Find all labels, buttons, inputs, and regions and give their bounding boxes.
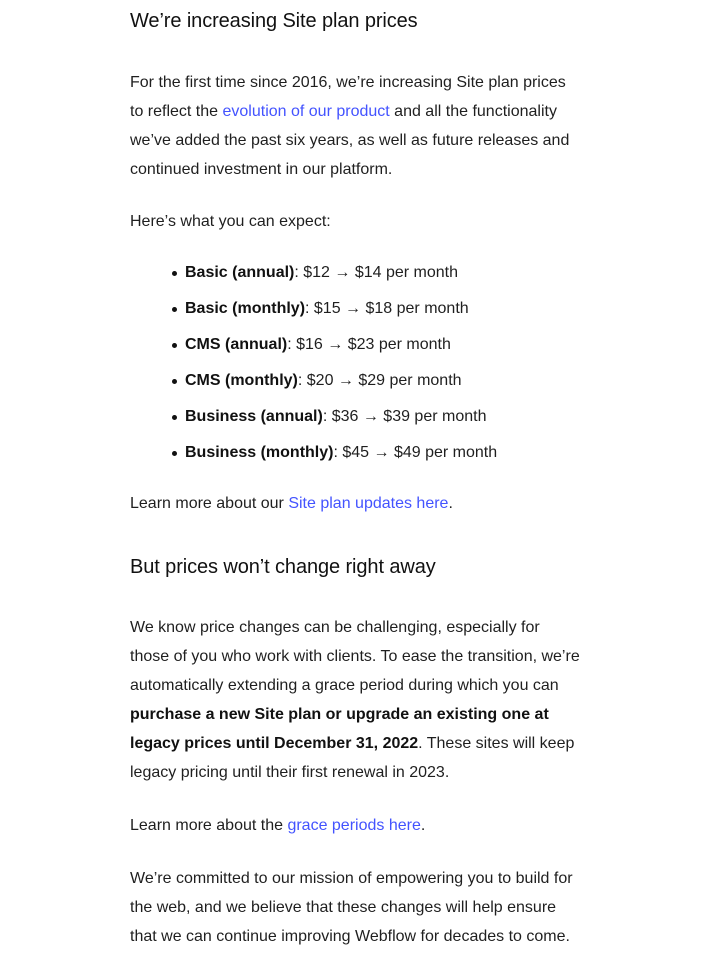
grace-periods-link[interactable]: grace periods here [287, 817, 421, 834]
grace-text-end: . These sites will keep legacy pricing until their first renewal in 2023. [130, 735, 575, 781]
price-change: : $12 → $14 per month [294, 264, 459, 281]
plan-name: Basic (annual) [185, 264, 295, 281]
list-item [185, 333, 497, 357]
commitment-paragraph: We’re committed to our mission of empowering you to build for the web, and we believe that these changes will help ensure that we can continue improving Webflow for decades to come. [130, 870, 573, 945]
price-change-list [130, 261, 497, 477]
price-change: : $20 → $29 per month [297, 372, 462, 389]
grace-bold-text: purchase a new Site plan or upgrade an existing one at legacy prices until December 31, 2022 [130, 706, 549, 752]
list-item [185, 369, 497, 393]
evolution-of-product-link[interactable]: evolution of our product [222, 103, 390, 120]
list-item [185, 261, 497, 285]
price-change: : $36 → $39 per month [322, 408, 487, 425]
intro-text-end: and all the functionality we’ve added the past six years, as well as future releases and continued investment in our platform. [130, 103, 570, 178]
plan-name: CMS (annual) [185, 336, 288, 353]
grace-period-paragraph [130, 613, 580, 787]
site-plan-updates-link[interactable]: Site plan updates here [288, 495, 449, 512]
plan-name: Business (monthly) [185, 444, 334, 461]
plan-name: Business (annual) [185, 408, 323, 425]
list-item [185, 405, 497, 429]
price-change: : $45 → $49 per month [333, 444, 498, 461]
expect-paragraph: Here’s what you can expect: [130, 213, 331, 230]
learn-more-period: . [448, 495, 453, 512]
plan-name: CMS (monthly) [185, 372, 298, 389]
section-heading-price-increase: We’re increasing Site plan prices [130, 10, 418, 32]
learn-more-site-plan-paragraph [130, 489, 453, 518]
price-change: : $16 → $23 per month [287, 336, 451, 353]
plan-name: Basic (monthly) [185, 300, 306, 317]
learn-more-grace-paragraph [130, 811, 425, 840]
intro-paragraph [130, 68, 580, 184]
intro-text-start: For the first time since 2016, we’re increasing Site plan prices to reflect the [130, 74, 566, 120]
list-item [185, 297, 497, 321]
grace-learn-text: Learn more about the [130, 817, 288, 834]
grace-learn-period: . [420, 817, 426, 834]
price-change: : $15 → $18 per month [305, 300, 469, 317]
section-heading-grace-period: But prices won’t change right away [130, 556, 436, 578]
learn-more-text: Learn more about our [130, 495, 289, 512]
grace-text-start: We know price changes can be challenging, especially for those of you who work with clients. To ease the transition, we’re automatically extending a grace period during which you can [130, 619, 580, 694]
list-item [185, 441, 497, 465]
